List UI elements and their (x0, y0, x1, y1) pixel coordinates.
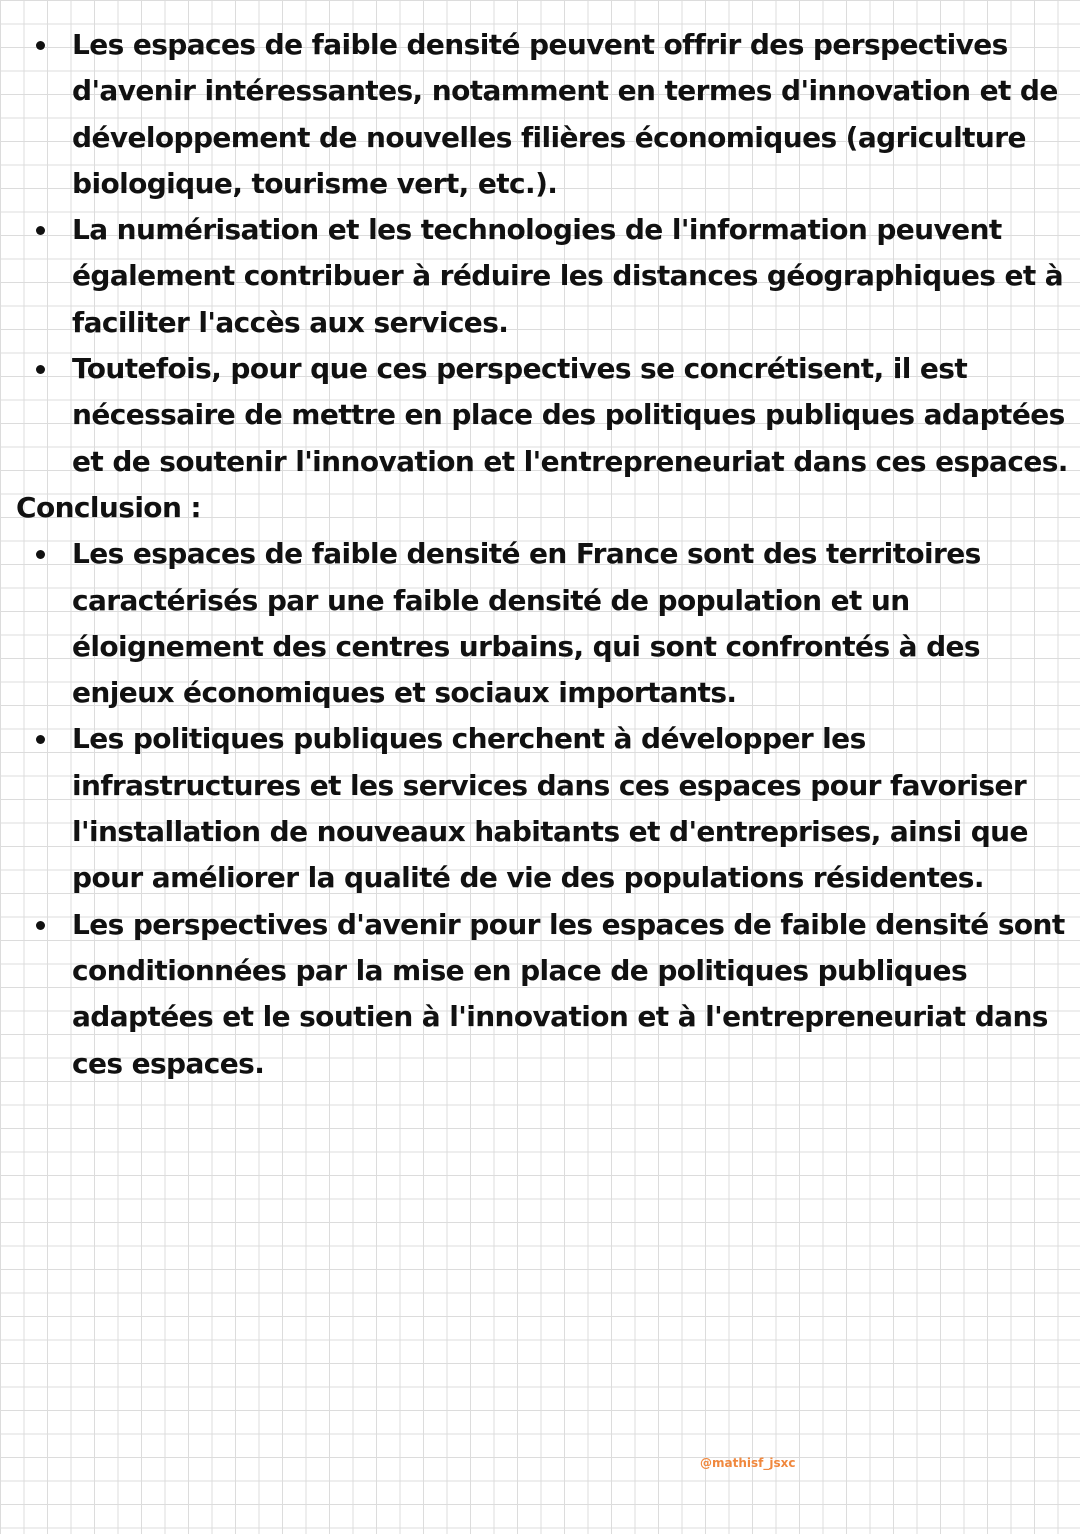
notes-content (16, 22, 1074, 1087)
bullet-icon (36, 921, 45, 930)
list-item-text: La numérisation et les technologies de l'information peuvent également contribuer à réduire les distances géographiques et à faciliter l'accès aux services. (72, 213, 1064, 339)
list-item (16, 531, 1074, 716)
list-item (16, 346, 1074, 485)
list-item (16, 716, 1074, 901)
list-item-text: Les espaces de faible densité peuvent offrir des perspectives d'avenir intéressantes, notamment en termes d'innovation et de développement de nouvelles filières économiques (agriculture biologique, tourisme vert, etc.). (72, 28, 1058, 200)
list-item (16, 22, 1074, 207)
author-watermark: @mathisf_jsxc (700, 1456, 796, 1470)
conclusion-heading: Conclusion : (16, 490, 202, 524)
bullet-icon (36, 226, 45, 235)
perspectives-list (16, 22, 1074, 485)
list-item (16, 207, 1074, 346)
list-item-text: Les perspectives d'avenir pour les espaces de faible densité sont conditionnées par la mise en place de politiques publiques adaptées et le soutien à l'innovation et à l'entrepreneuriat dans ces espaces. (72, 907, 1065, 1080)
bullet-icon (36, 41, 45, 50)
bullet-icon (36, 365, 45, 374)
list-item-text: Toutefois, pour que ces perspectives se concrétisent, il est nécessaire de mettre en place des politiques publiques adaptées et de soutenir l'innovation et l'entrepreneuriat dans ces espaces. (72, 352, 1068, 478)
bullet-icon (36, 735, 45, 744)
list-item-text: Les politiques publiques cherchent à développer les infrastructures et les services dans ces espaces pour favoriser l'installation de nouveaux habitants et d'entreprises, ainsi que pour améliorer la qualité de vie des populations résidentes. (72, 722, 1028, 895)
conclusion-list (16, 531, 1074, 1087)
list-item-text: Les espaces de faible densité en France sont des territoires caractérisés par une faible densité de population et un éloignement des centres urbains, qui sont confrontés à des enjeux économiques et sociaux importants. (72, 537, 981, 710)
bullet-icon (36, 550, 45, 559)
list-item (16, 902, 1074, 1087)
